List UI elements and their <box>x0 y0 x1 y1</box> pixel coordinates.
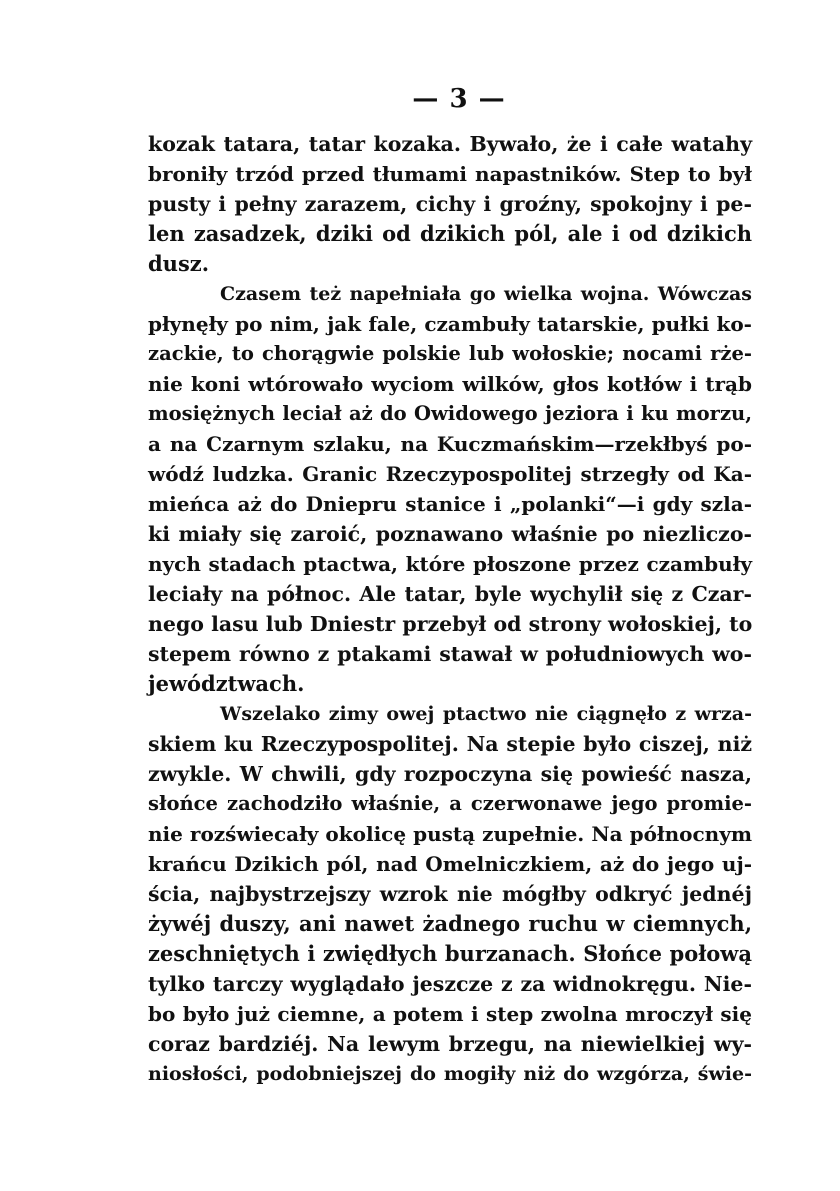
text-line: dusz. <box>148 251 210 276</box>
text-line: Wszelako zimy owej ptactwo nie ciągnęło z wrza- <box>220 703 752 725</box>
text-line: słońce zachodziło właśnie, a czerwonawe jego promie- <box>148 792 752 815</box>
text-line: coraz bardziéj. Na lewym brzegu, na niewielkiej wy- <box>148 1032 752 1056</box>
text-line: tylko tarczy wyglądało jeszcze z za widnokręgu. Nie- <box>148 972 752 996</box>
text-line: pusty i pełny zarazem, cichy i groźny, spokojny i pe- <box>148 192 752 216</box>
text-line: zwykle. W chwili, gdy rozpoczyna się powieść nasza, <box>148 762 752 786</box>
text-line: a na Czarnym szlaku, na Kuczmańskim—rzekłbyś po- <box>148 432 752 456</box>
text-line: żywéj duszy, ani nawet żadnego ruchu w ciemnych, <box>148 911 752 936</box>
text-line: nie koni wtórowało wyciom wilków, głos kotłów i trąb <box>148 372 752 396</box>
body-text <box>148 129 752 1089</box>
text-line: bo było już ciemne, a potem i step zwolna mroczył się <box>148 1002 752 1026</box>
text-line: krańcu Dzikich pól, nad Omelniczkiem, aż do jego uj- <box>148 852 752 876</box>
text-line: zeschniętych i zwiędłych burzanach. Słońce połową <box>148 941 752 966</box>
text-line: Czasem też napełniała go wielka wojna. Wówczas <box>220 283 752 305</box>
text-line: jewództwach. <box>148 671 305 696</box>
text-line: ki miały się zaroić, poznawano właśnie po niezliczo- <box>148 522 752 546</box>
text-line: niosłości, podobniejszej do mogiły niż do wzgórza, świe- <box>148 1063 752 1085</box>
text-line: mieńca aż do Dniepru stanice i „polanki“—i gdy szla- <box>148 492 752 516</box>
text-line: nych stadach ptactwa, które płoszone przez czambuły <box>148 552 752 576</box>
text-line: len zasadzek, dziki od dzikich pól, ale i od dzikich <box>148 221 752 246</box>
text-line: zackie, to chorągwie polskie lub wołoskie; nocami rże- <box>148 342 752 365</box>
page-number: — 3 — <box>412 84 506 114</box>
text-line: stepem równo z ptakami stawał w południowych wo- <box>148 642 752 666</box>
text-line: ścia, najbystrzejszy wzrok nie mógłby odkryć jednéj <box>148 882 752 906</box>
text-line: skiem ku Rzeczypospolitej. Na stepie było ciszej, niż <box>148 732 752 756</box>
text-line: płynęły po nim, jak fale, czambuły tatarskie, pułki ko- <box>148 312 752 336</box>
text-line: broniły trzód przed tłumami napastników. Step to był <box>148 162 752 186</box>
text-line: wódź ludzka. Granic Rzeczypospolitej strzegły od Ka- <box>148 462 752 486</box>
text-line: kozak tatara, tatar kozaka. Bywało, że i całe watahy <box>148 132 752 156</box>
text-line: nego lasu lub Dniestr przebył od strony wołoskiej, to <box>148 612 753 636</box>
text-line: nie rozświecały okolicę pustą zupełnie. Na północnym <box>148 822 752 846</box>
text-line: mosiężnych leciał aż do Owidowego jeziora i ku morzu, <box>148 402 752 425</box>
text-line: leciały na północ. Ale tatar, byle wychylił się z Czar- <box>148 582 752 606</box>
